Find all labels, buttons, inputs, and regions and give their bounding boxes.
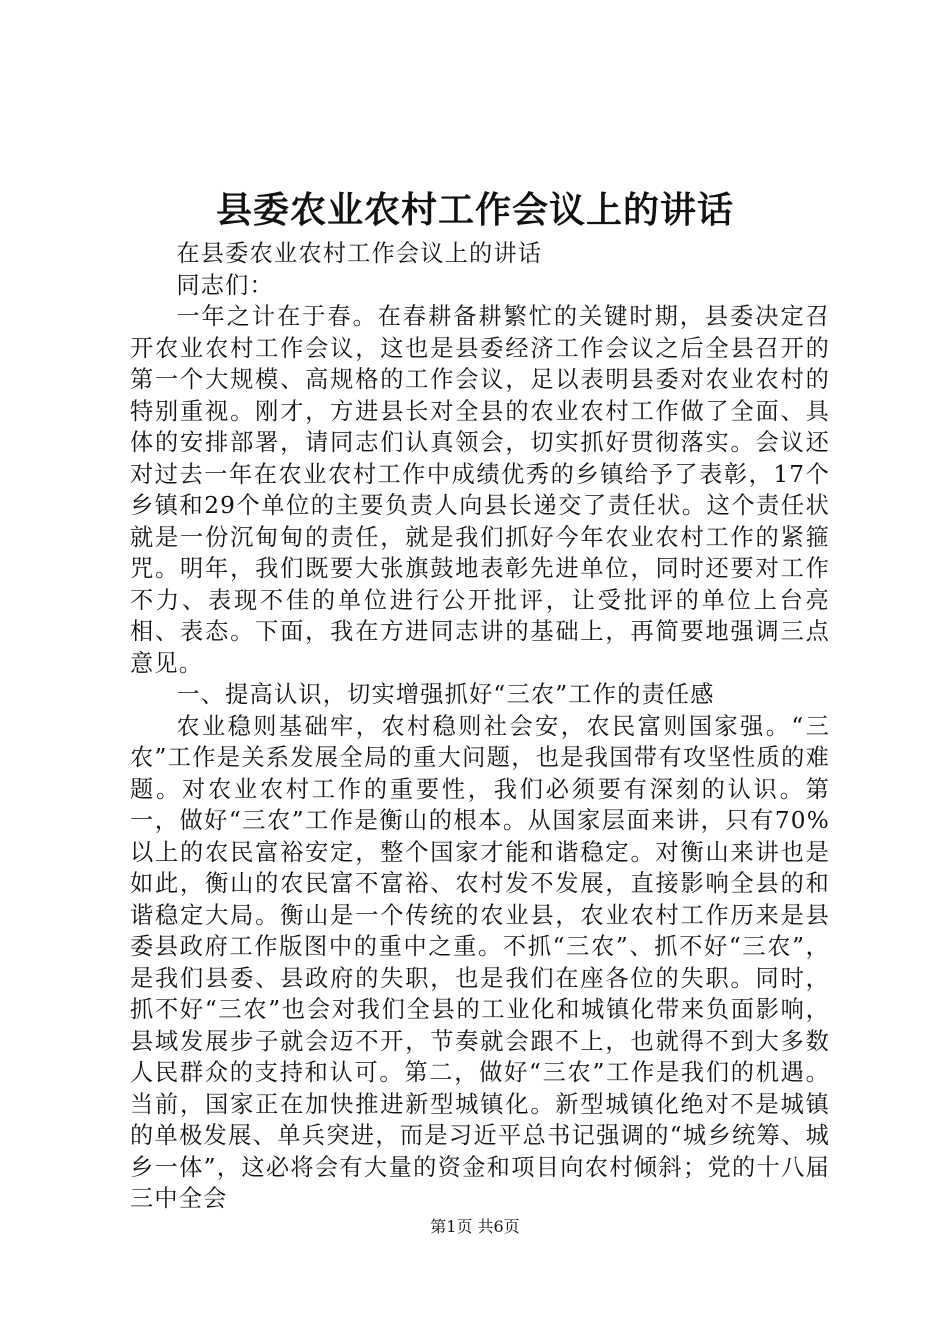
body-paragraph: 一年之计在于春。在春耕备耕繁忙的关键时期，县委决定召开农业农村工作会议，这也是县委经济工作会议之后全县召开的第一个大规模、高规格的工作会议，足以表明县委对农业农村的特别重视。刚才，方进县长对全县的农业农村工作做了全面、具体的安排部署，请同志们认真领会，切实抓好贯彻落实。会议还对过去一年在农业农村工作中成绩优秀的乡镇给予了表彰，17个乡镇和29个单位的主要负责人向县长递交了责任状。这个责任状就是一份沉甸甸的责任，就是我们抓好今年农业农村工作的紧箍咒。明年，我们既要大张旗鼓地表彰先进单位，同时还要对工作不力、表现不佳的单位进行公开批评，让受批评的单位上台亮相、表态。下面，我在方进同志讲的基础上，再简要地强调三点意见。	[130, 303, 830, 677]
document-title: 县委农业农村工作会议上的讲话	[215, 189, 734, 231]
document-body	[130, 238, 830, 1215]
subtitle-paragraph: 在县委农业农村工作会议上的讲话	[176, 240, 543, 267]
salutation-paragraph: 同志们：	[176, 271, 274, 299]
section-heading: 一、提高认识，切实增强抓好“三农”工作的责任感	[176, 681, 715, 708]
body-paragraph: 农业稳则基础牢，农村稳则社会安，农民富则国家强。“三农”工作是关系发展全局的重大问题，也是我国带有攻坚性质的难题。对农业农村工作的重要性，我们必须要有深刻的认识。第一，做好“三农”工作是衡山的根本。从国家层面来讲，只有70%以上的农民富裕安定，整个国家才能和谐稳定。对衡山来讲也是如此，衡山的农民富不富裕、农村发不发展，直接影响全县的和谐稳定大局。衡山是一个传统的农业县，农业农村工作历来是县委县政府工作版图中的重中之重。不抓“三农”、抓不好“三农”，是我们县委、县政府的失职，也是我们在座各位的失职。同时，抓不好“三农”也会对我们全县的工业化和城镇化带来负面影响，县域发展步子就会迈不开，节奏就会跟不上，也就得不到大多数人民群众的支持和认可。第二，做好“三农”工作是我们的机遇。当前，国家正在加快推进新型城镇化。新型城镇化绝对不是城镇的单极发展、单兵突进，而是习近平总书记强调的“城乡统筹、城乡一体”，这必将会有大量的资金和项目向农村倾斜；党的十八届三中全会	[130, 712, 830, 1212]
page-footer: 第1页 共6页	[430, 1217, 520, 1236]
